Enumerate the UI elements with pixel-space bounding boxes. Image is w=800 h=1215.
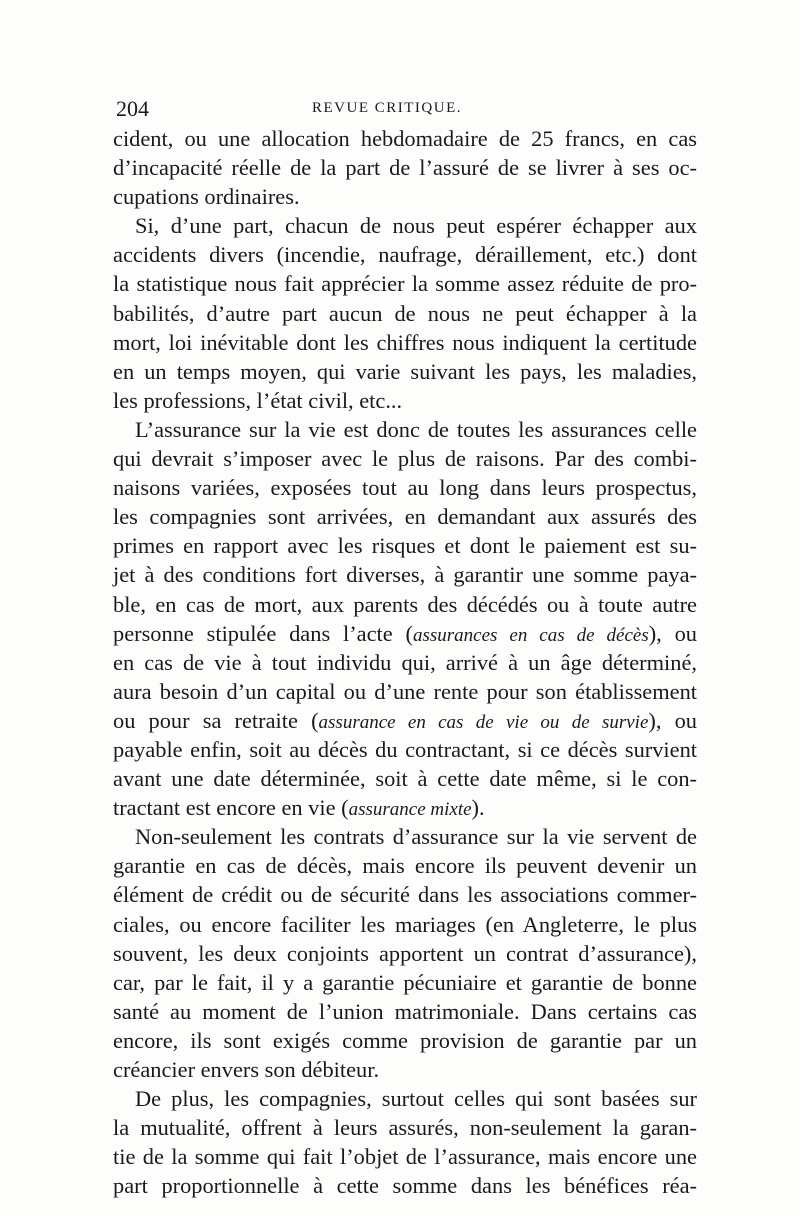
text-line: ble, en cas de mort, aux parents des décédés ou à toute autre	[113, 591, 697, 617]
body-text	[113, 124, 697, 1200]
text-line: primes en rapport avec les risques et dont le paiement est su-	[113, 533, 697, 559]
text-run: ou pour sa retraite (	[113, 707, 319, 733]
text-line: qui devrait s’imposer avec le plus de raisons. Par des combi-	[113, 446, 697, 472]
text-line: les professions, l’état civil, etc...	[113, 387, 403, 413]
text-line: les compagnies sont arrivées, en demandant aux assurés des	[113, 504, 697, 530]
paragraph-3	[113, 415, 697, 822]
text-line: Si, d’une part, chacun de nous peut espérer échapper aux	[135, 213, 697, 239]
text-line: cupations ordinaires.	[113, 184, 300, 210]
paragraph-4	[113, 822, 697, 1084]
text-line: Non-seulement les contrats d’assurance sur la vie servent de	[135, 824, 697, 850]
paragraph-5	[113, 1084, 697, 1200]
text-line	[113, 793, 697, 822]
text-line: mort, loi inévitable dont les chiffres nous indiquent la certitude	[113, 329, 697, 355]
text-line: jet à des conditions fort diverses, à garantir une somme paya-	[113, 562, 697, 588]
text-line: souvent, les deux conjoints apportent un contrat d’assurance),	[113, 940, 697, 966]
text-run: ), ou	[648, 620, 697, 646]
text-line: car, par le fait, il y a garantie pécuniaire et garantie de bonne	[113, 969, 697, 995]
text-line: avant une date déterminée, soit à cette date même, si le con-	[113, 766, 697, 792]
text-line: santé au moment de l’union matrimoniale. Dans certains cas	[113, 998, 697, 1024]
text-line: L’assurance sur la vie est donc de toutes les assurances celle	[135, 416, 697, 442]
running-title: REVUE CRITIQUE.	[312, 100, 462, 116]
text-run: personne stipulée dans l’acte (	[113, 620, 413, 646]
text-line: élément de crédit ou de sécurité dans les associations commer-	[113, 882, 697, 908]
text-line: en cas de vie à tout individu qui, arrivé à un âge déterminé,	[113, 649, 697, 675]
text-line: payable enfin, soit au décès du contractant, si ce décès survient	[113, 736, 697, 762]
text-line: garantie en cas de décès, mais encore ils peuvent devenir un	[113, 853, 697, 879]
text-line: ciales, ou encore faciliter les mariages (en Angleterre, le plus	[113, 911, 697, 937]
page-header	[116, 96, 686, 120]
text-line: part proportionnelle à cette somme dans les bénéfices réa-	[113, 1173, 697, 1199]
italic-term: assurance en cas de vie ou de survie	[318, 711, 649, 733]
text-line	[113, 619, 697, 648]
text-line: tie de la somme qui fait l’objet de l’assurance, mais encore une	[113, 1144, 697, 1170]
text-line: babilités, d’autre part aucun de nous ne peut échapper à la	[113, 300, 697, 326]
page-number: 204	[116, 96, 149, 121]
text-line: aura besoin d’un capital ou d’une rente pour son établissement	[113, 678, 697, 704]
text-line: cident, ou une allocation hebdomadaire de 25 francs, en cas	[113, 126, 697, 151]
text-line: accidents divers (incendie, naufrage, déraillement, etc.) dont	[113, 242, 697, 268]
text-line: la statistique nous fait apprécier la somme assez réduite de pro-	[113, 271, 697, 297]
text-run: ), ou	[648, 707, 697, 733]
text-line: encore, ils sont exigés comme provision de garantie par un	[113, 1027, 697, 1053]
paragraph-2	[113, 211, 697, 415]
text-line: en un temps moyen, qui varie suivant les pays, les maladies,	[113, 358, 697, 384]
text-line: créancier envers son débiteur.	[113, 1057, 380, 1082]
italic-term: assurance mixte	[348, 799, 472, 821]
text-line: d’incapacité réelle de la part de l’assuré de se livrer à ses oc-	[113, 155, 697, 181]
text-line: la mutualité, offrent à leurs assurés, non-seulement la garan-	[113, 1115, 697, 1141]
text-line	[113, 706, 697, 735]
text-line: naisons variées, exposées tout au long dans leurs prospectus,	[113, 475, 697, 501]
paragraph-1	[113, 124, 697, 211]
text-run: tractant est encore en vie (	[113, 795, 349, 821]
italic-term: assurances en cas de décès	[412, 624, 649, 646]
text-run: ).	[471, 795, 485, 821]
text-line: De plus, les compagnies, surtout celles qui sont basées sur	[135, 1086, 697, 1112]
